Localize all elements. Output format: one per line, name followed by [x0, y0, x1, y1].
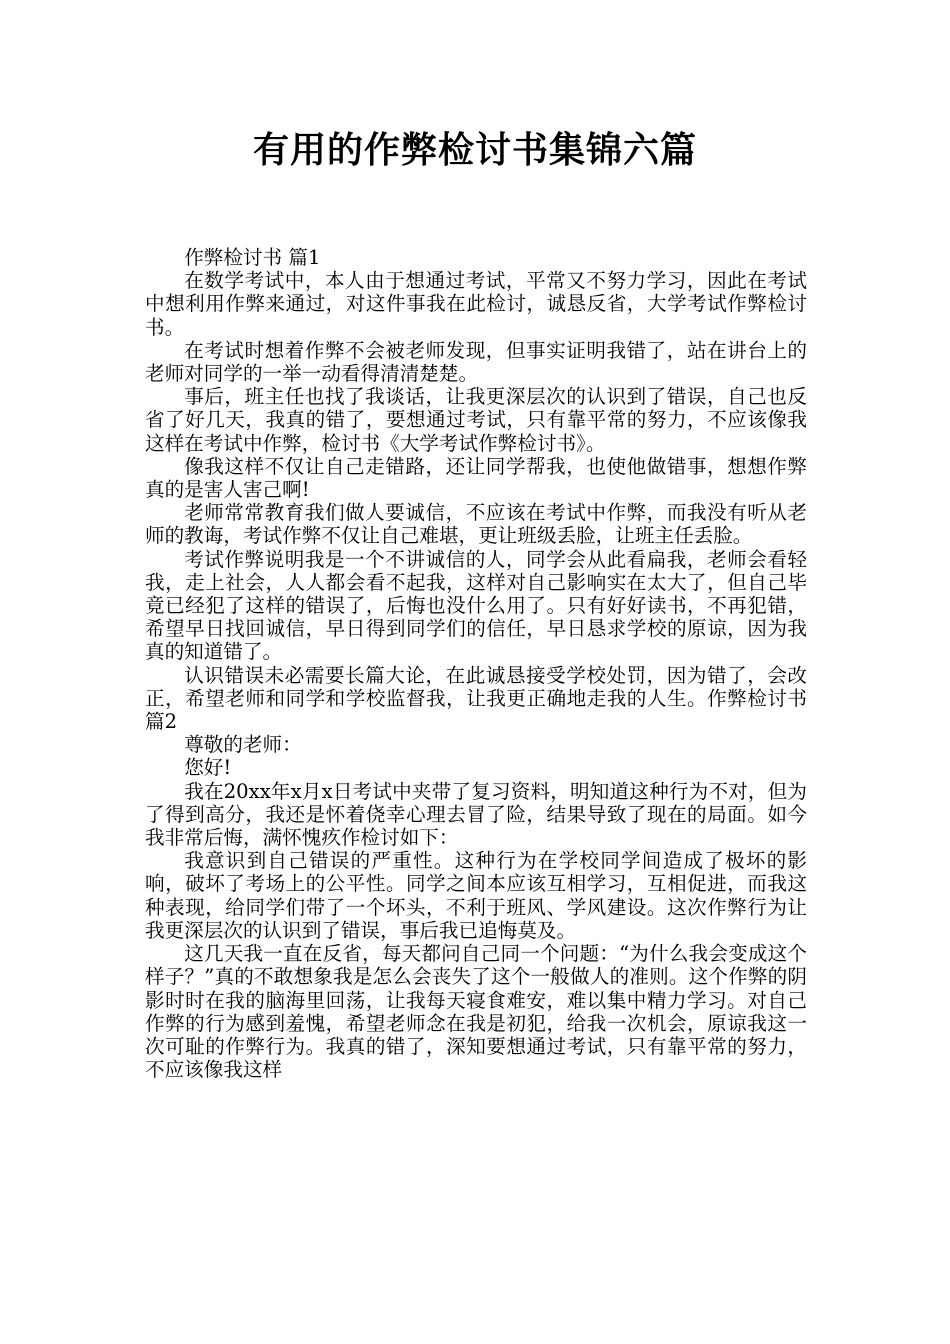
- paragraph: 我在20xx年x月x日考试中夹带了复习资料，明知道这种行为不对，但为了得到高分，我还是怀着侥幸心理去冒了险，结果导致了现在的局面。如今我非常后悔，满怀愧疚作检讨如下：: [145, 779, 807, 850]
- salutation: 尊敬的老师：: [184, 733, 302, 757]
- paragraph: 在数学考试中，本人由于想通过考试，平常又不努力学习，因此在考试中想利用作弊来通过，对这件事我在此检讨，诚恳反省，大学考试作弊检讨书。: [145, 269, 807, 339]
- section-heading-1: 作弊检讨书 篇1: [184, 246, 321, 269]
- paragraph: 认识错误未必需要长篇大论，在此诚恳接受学校处罚，因为错了，会改正，希望老师和同学和学校监督我，让我更正确地走我的人生。作弊检讨书 篇2: [145, 663, 807, 734]
- paragraph: 考试作弊说明我是一个不讲诚信的人，同学会从此看扁我，老师会看轻我，走上社会，人人都会看不起我，这样对自己影响实在太大了，但自己毕竟已经犯了这样的错误了，后悔也没什么用了。只有好好读书，不再犯错，希望早日找回诚信，早日得到同学们的信任，早日恳求学校的原谅，因为我真的知道错了。: [145, 547, 807, 664]
- paragraph: 像我这样不仅让自己走错路，还让同学帮我，也使他做错事，想想作弊真的是害人害己啊!: [145, 454, 807, 502]
- document-body: [145, 246, 807, 1081]
- paragraph: 我意识到自己错误的严重性。这种行为在学校同学间造成了极坏的影响，破坏了考场上的公平性。同学之间本应该互相学习，互相促进，而我这种表现，给同学们带了一个坏头，不利于班风、学风建设。这次作弊行为让我更深层次的认识到了错误，事后我已追悔莫及。: [145, 849, 807, 942]
- paragraph: 老师常常教育我们做人要诚信，不应该在考试中作弊，而我没有听从老师的教诲，考试作弊不仅让自己难堪，更让班级丢脸，让班主任丢脸。: [145, 501, 807, 548]
- paragraph: 这几天我一直在反省，每天都问自己同一个问题：“为什么我会变成这个样子？”真的不敢想象我是怎么会丧失了这个一般做人的准则。这个作弊的阴影时时在我的脑海里回荡，让我每天寝食难安，难以集中精力学习。对自己作弊的行为感到羞愧，希望老师念在我是初犯，给我一次机会，原谅我这一次可耻的作弊行为。我真的错了，深知要想通过考试，只有靠平常的努力，不应该像我这样: [145, 942, 807, 1082]
- paragraph: 事后，班主任也找了我谈话，让我更深层次的认识到了错误，自己也反省了好几天，我真的错了，要想通过考试，只有靠平常的努力，不应该像我这样在考试中作弊，检讨书《大学考试作弊检讨书》。: [145, 385, 807, 455]
- paragraph: 在考试时想着作弊不会被老师发现，但事实证明我错了，站在讲台上的老师对同学的一举一动看得清清楚楚。: [145, 338, 807, 386]
- document-title: 有用的作弊检讨书集锦六篇: [252, 130, 697, 171]
- greeting: 您好!: [184, 756, 232, 780]
